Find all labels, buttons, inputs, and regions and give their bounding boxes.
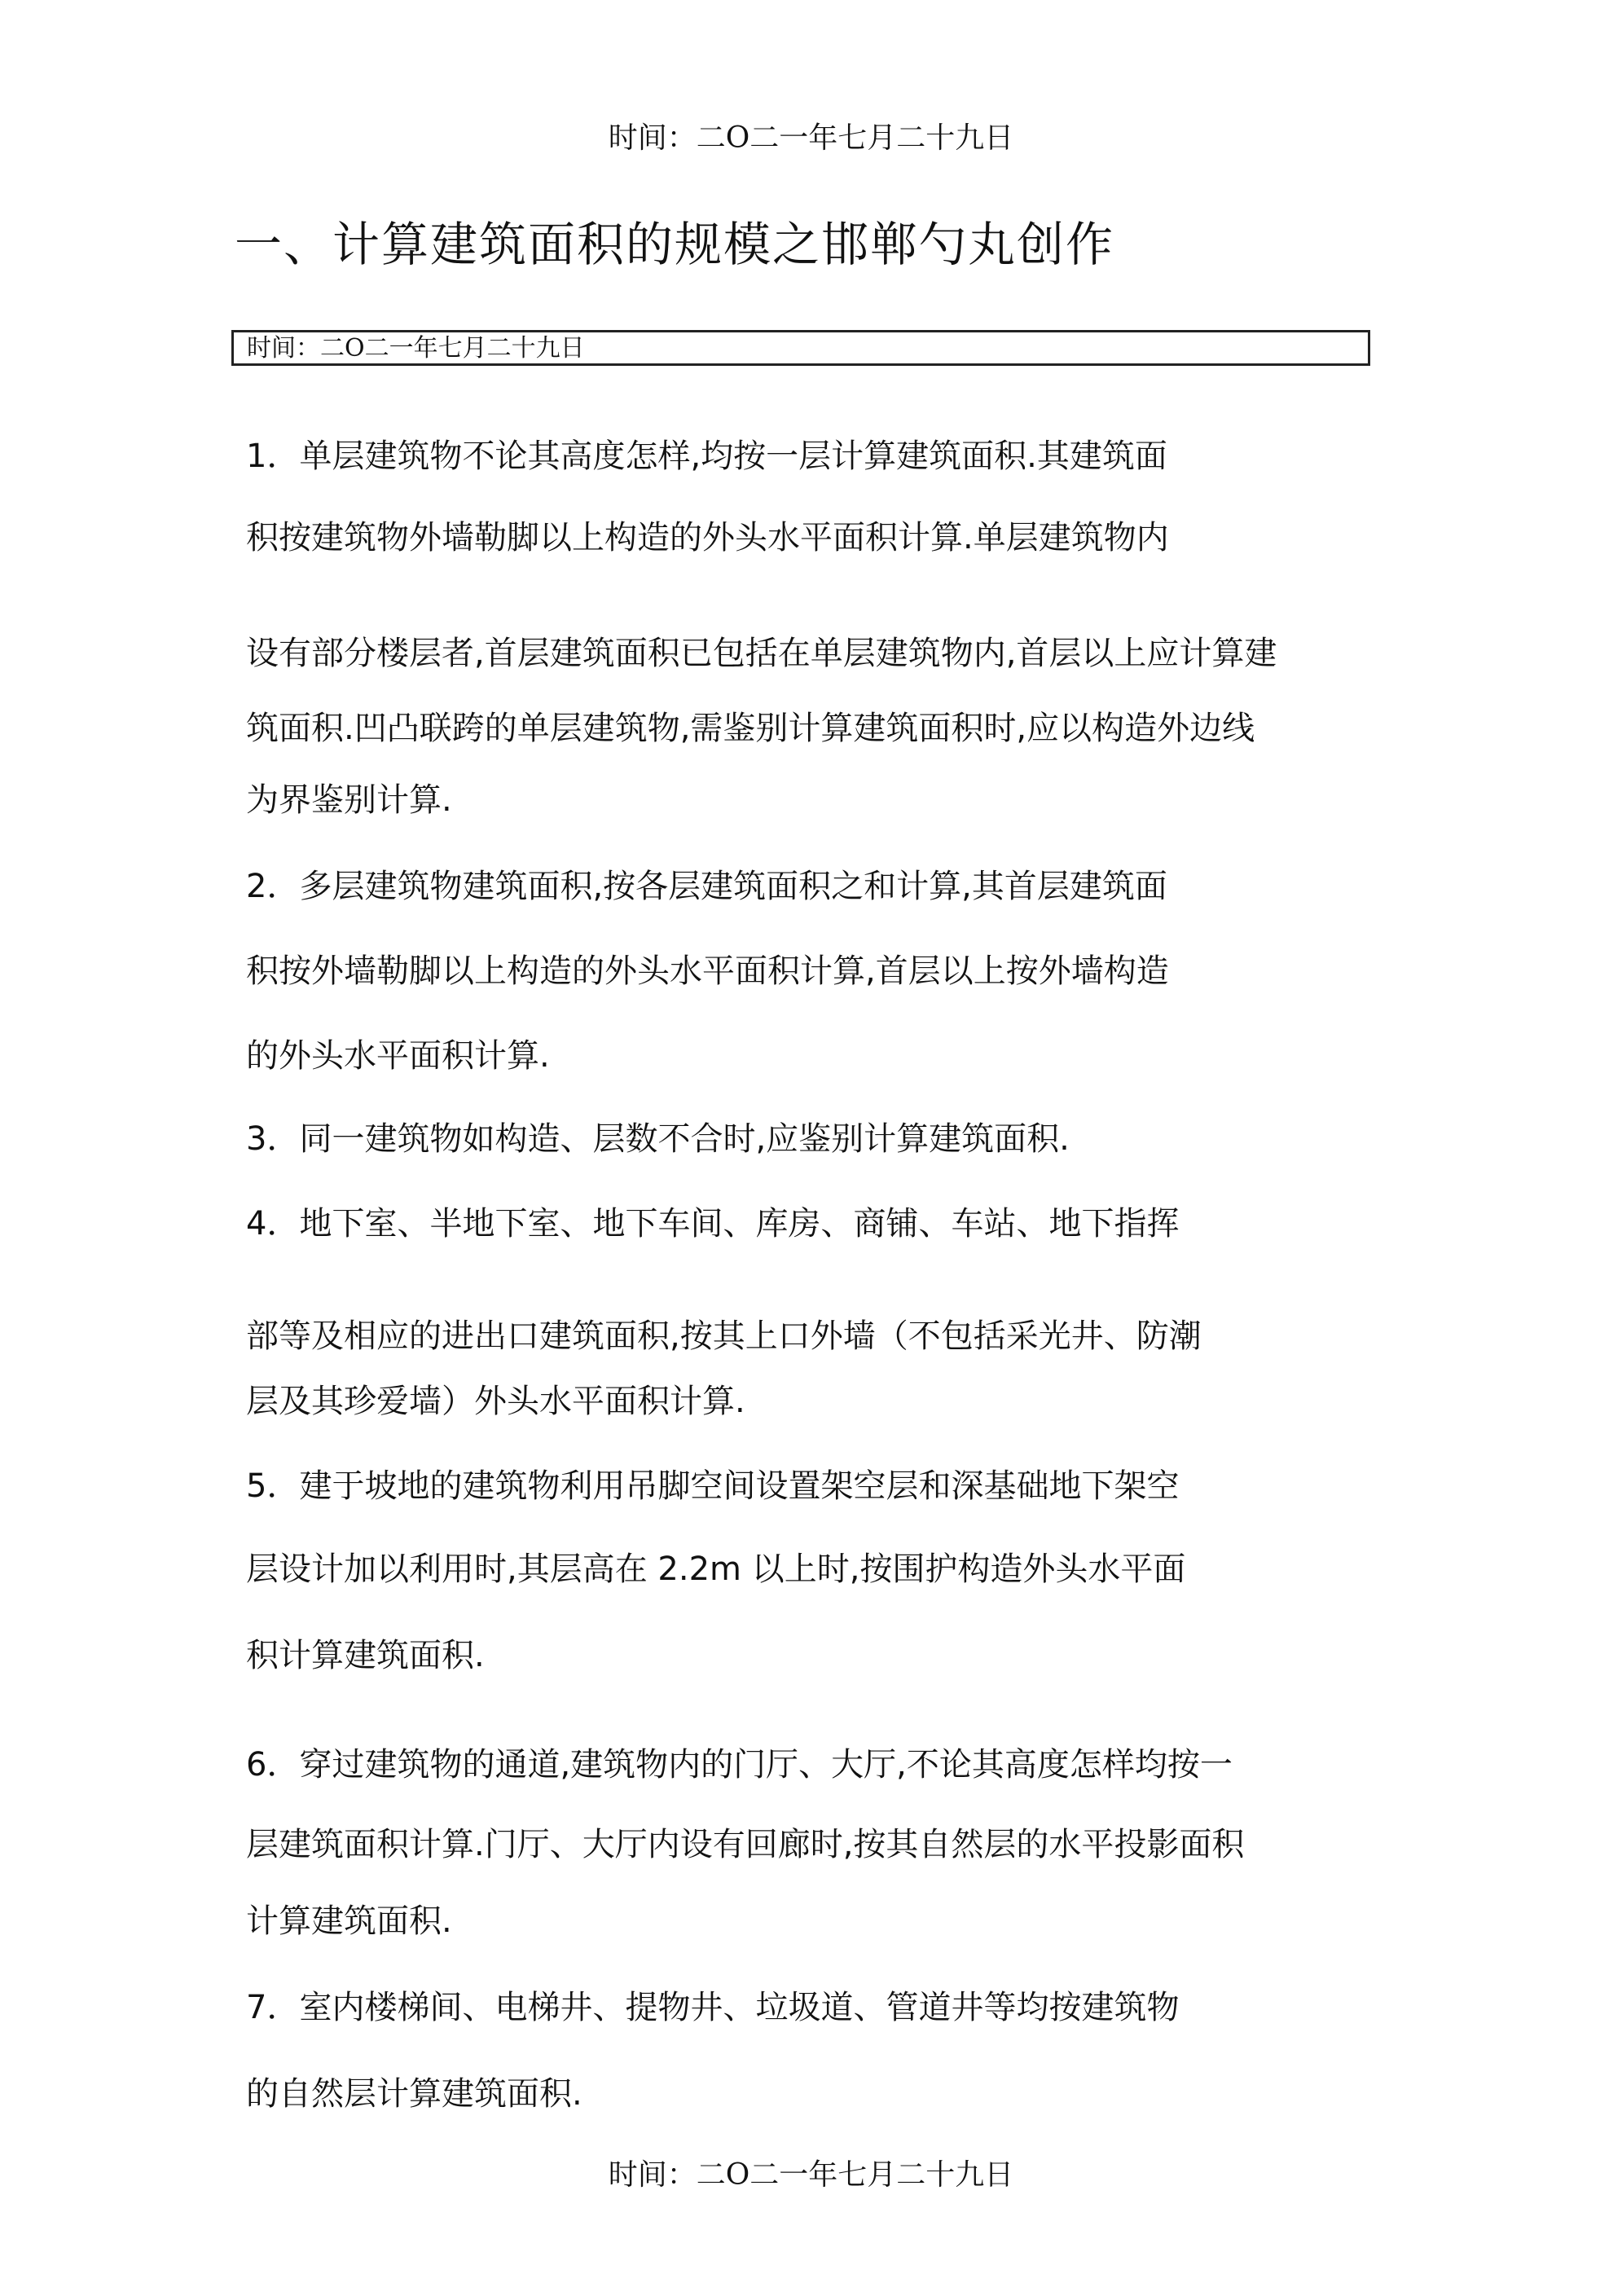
body-line-3: 设有部分楼层者,首层建筑面积已包括在单层建筑物内,首层以上应计算建 (246, 635, 1277, 672)
body-line-7: 积按外墙勒脚以上构造的外头水平面积计算,首层以上按外墙构造 (246, 952, 1169, 990)
body-line-14: 层设计加以利用时,其层高在 2.2m 以上时,按围护构造外头水平面 (246, 1550, 1186, 1588)
body-line-18: 计算建筑面积. (246, 1902, 452, 1940)
body-line-5: 为界鉴别计算. (246, 781, 452, 819)
body-line-9: 3．同一建筑物如构造、层数不合时,应鉴别计算建筑面积. (246, 1120, 1070, 1158)
body-line-11: 部等及相应的进出口建筑面积,按其上口外墙（不包括采光井、防潮 (246, 1317, 1202, 1355)
body-line-8: 的外头水平面积计算. (246, 1037, 550, 1075)
date-box (231, 330, 1370, 366)
page-header-date: 时间：二O二一年七月二十九日 (608, 121, 1014, 155)
body-line-10: 4．地下室、半地下室、地下车间、库房、商铺、车站、地下指挥 (246, 1205, 1180, 1243)
body-line-4: 筑面积.凹凸联跨的单层建筑物,需鉴别计算建筑面积时,应以构造外边线 (246, 710, 1255, 747)
body-line-12: 层及其珍爱墙）外头水平面积计算. (246, 1383, 745, 1420)
body-line-15: 积计算建筑面积. (246, 1637, 485, 1674)
date-box-text: 时间：二O二一年七月二十九日 (247, 334, 585, 363)
body-line-1: 1．单层建筑物不论其高度怎样,均按一层计算建筑面积.其建筑面 (246, 438, 1167, 475)
page-footer-date: 时间：二O二一年七月二十九日 (608, 2158, 1014, 2192)
body-line-17: 层建筑面积计算.门厅、大厅内设有回廊时,按其自然层的水平投影面积 (246, 1826, 1245, 1863)
body-line-20: 的自然层计算建筑面积. (246, 2075, 582, 2113)
body-line-2: 积按建筑物外墙勒脚以上构造的外头水平面积计算.单层建筑物内 (246, 519, 1169, 556)
page-title: 一、计算建筑面积的规模之邯郸勺丸创作 (235, 217, 1115, 272)
body-line-13: 5．建于坡地的建筑物利用吊脚空间设置架空层和深基础地下架空 (246, 1467, 1180, 1505)
body-line-6: 2．多层建筑物建筑面积,按各层建筑面积之和计算,其首层建筑面 (246, 868, 1167, 905)
body-line-19: 7．室内楼梯间、电梯井、提物井、垃圾道、管道井等均按建筑物 (246, 1989, 1180, 2026)
body-line-16: 6．穿过建筑物的通道,建筑物内的门厅、大厅,不论其高度怎样均按一 (246, 1746, 1233, 1784)
